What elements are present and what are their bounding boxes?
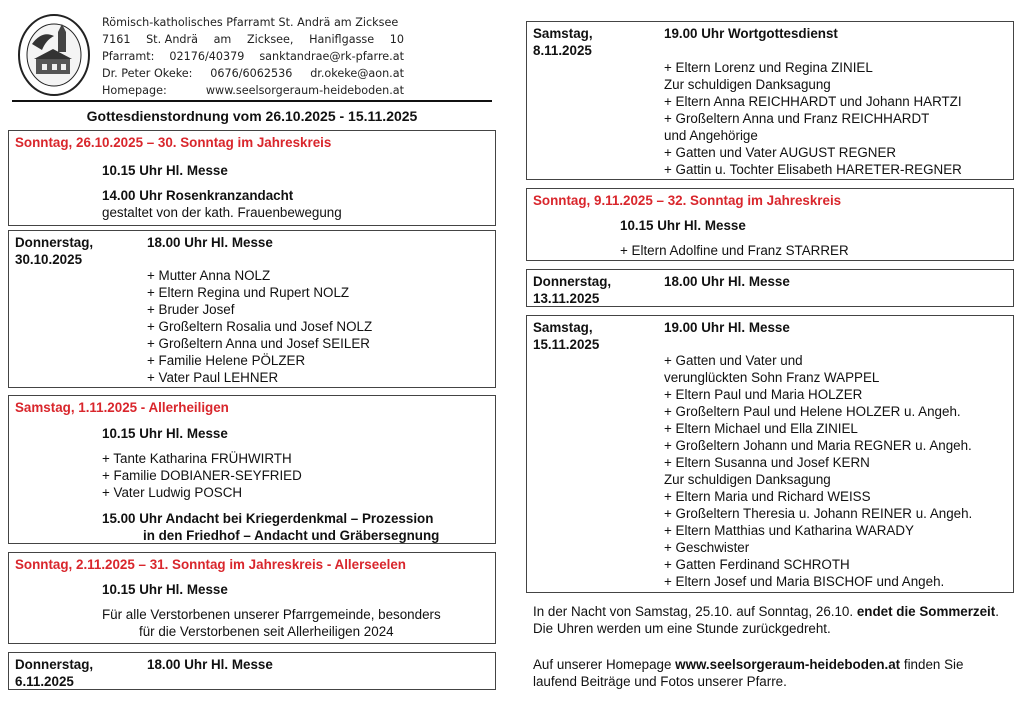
weekday: Samstag,	[533, 26, 593, 41]
notice-text: In der Nacht von Samstag, 25.10. auf Sonntag, 26.10.	[533, 604, 857, 619]
intention: + Eltern Michael und Ella ZINIEL	[664, 421, 858, 436]
intention: + Bruder Josef	[147, 302, 235, 317]
intention: + Großeltern Anna und Josef SEILER	[147, 336, 370, 351]
priest-name: Dr. Peter Okeke:	[102, 67, 193, 80]
service-block-2025-11-15	[526, 315, 1014, 593]
service-time: 18.00 Uhr Hl. Messe	[147, 235, 273, 250]
town-part: am	[213, 33, 232, 46]
intention: + Eltern Regina und Rupert NOLZ	[147, 285, 350, 300]
postal-code: 7161	[102, 33, 131, 46]
intention: + Gatten und Vater und	[664, 353, 803, 368]
intention: + Gattin u. Tochter Elisabeth HARETER-REGNER	[664, 162, 962, 177]
service-time: 14.00 Uhr Rosenkranzandacht	[102, 188, 294, 203]
service-time: 10.15 Uhr Hl. Messe	[102, 163, 228, 178]
intention: + Eltern Susanna und Josef KERN	[664, 455, 870, 470]
intention: + Eltern Josef und Maria BISCHOF und Angeh.	[664, 574, 945, 589]
day-date	[533, 25, 593, 59]
service-time: 15.00 Uhr Andacht bei Kriegerdenkmal – Prozession	[102, 511, 434, 526]
intention: verunglückten Sohn Franz WAPPEL	[664, 370, 880, 385]
service-time: 19.00 Uhr Hl. Messe	[664, 320, 790, 335]
service-time: 10.15 Uhr Hl. Messe	[102, 582, 228, 597]
intention: + Vater Ludwig POSCH	[102, 485, 243, 500]
parish-contact-block	[102, 14, 404, 99]
service-time: 18.00 Uhr Hl. Messe	[147, 657, 273, 672]
intention: + Eltern Paul und Maria HOLZER	[664, 387, 863, 402]
daylight-saving-notice	[533, 603, 1003, 637]
homepage-link[interactable]: www.seelsorgeraum-heideboden.at	[205, 84, 404, 97]
intention: + Gatten und Vater AUGUST REGNER	[664, 145, 897, 160]
service-note: gestaltet von der kath. Frauenbewegung	[102, 205, 342, 220]
weekday: Donnerstag,	[533, 274, 612, 289]
service-block-2025-10-30	[8, 230, 496, 388]
intention: + Tante Katharina FRÜHWIRTH	[102, 451, 292, 466]
date: 6.11.2025	[15, 674, 74, 689]
service-block-2025-10-26	[8, 130, 496, 226]
intention: + Vater Paul LEHNER	[147, 370, 279, 385]
service-block-2025-11-13	[526, 269, 1014, 307]
feast-heading: Sonntag, 26.10.2025 – 30. Sonntag im Jahreskreis	[15, 135, 332, 150]
parish-name: Römisch-katholisches Pfarramt St. Andrä am Zicksee	[102, 16, 399, 29]
letterhead	[12, 10, 494, 102]
date: 30.10.2025	[15, 252, 83, 267]
notice-text: Auf unserer Homepage	[533, 657, 676, 672]
service-note: Für alle Verstorbenen unserer Pfarrgemeinde, besonders	[102, 607, 441, 622]
house-number: 10	[389, 33, 404, 46]
priest-email[interactable]: dr.okeke@aon.at	[310, 67, 404, 80]
office-phone: 02176/40379	[169, 50, 245, 63]
parish-address	[102, 31, 404, 48]
parish-office-contact	[102, 48, 404, 65]
homepage-label: Homepage:	[102, 84, 167, 97]
service-time: 19.00 Uhr Wortgottesdienst	[664, 26, 838, 41]
street: Haniflgasse	[309, 33, 375, 46]
date: 15.11.2025	[533, 337, 600, 352]
service-block-2025-11-02	[8, 552, 496, 644]
header-divider	[12, 100, 492, 102]
town-part: Zicksee,	[246, 33, 294, 46]
homepage-notice	[533, 656, 1003, 690]
intention: + Gatten Ferdinand SCHROTH	[664, 557, 850, 572]
feast-heading: Sonntag, 9.11.2025 – 32. Sonntag im Jahreskreis	[533, 193, 842, 208]
intention: Zur schuldigen Danksagung	[664, 472, 831, 487]
date: 8.11.2025	[533, 43, 592, 58]
service-time: 10.15 Uhr Hl. Messe	[102, 426, 228, 441]
service-note-continued: für die Verstorbenen seit Allerheiligen 2024	[139, 624, 394, 639]
intention: + Eltern Matthias und Katharina WARADY	[664, 523, 914, 538]
intentions-list	[664, 352, 972, 590]
homepage-link[interactable]: www.seelsorgeraum-heideboden.at	[675, 657, 901, 672]
intention: + Eltern Maria und Richard WEISS	[664, 489, 871, 504]
intention: + Familie DOBIANER-SEYFRIED	[102, 468, 302, 483]
feast-heading: Sonntag, 2.11.2025 – 31. Sonntag im Jahreskreis - Allerseelen	[15, 557, 406, 572]
date: 13.11.2025	[533, 291, 600, 306]
intention: + Familie Helene PÖLZER	[147, 353, 306, 368]
notice-emphasis: endet die Sommerzeit	[856, 604, 996, 619]
service-time-continued: in den Friedhof – Andacht und Gräbersegnung	[143, 528, 440, 543]
intention: + Eltern Anna REICHHARDT und Johann HARTZI	[664, 94, 962, 109]
service-block-2025-11-06	[8, 652, 496, 690]
day-date	[533, 273, 611, 307]
intention: + Großeltern Anna und Franz REICHHARDT	[664, 111, 930, 126]
intention: und Angehörige	[664, 128, 758, 143]
town: St. Andrä	[146, 33, 198, 46]
priest-contact	[102, 65, 404, 82]
priest-phone: 0676/6062536	[210, 67, 293, 80]
intentions-list	[664, 59, 962, 178]
feast-heading: Samstag, 1.11.2025 - Allerheiligen	[15, 400, 229, 415]
office-label: Pfarramt:	[102, 50, 155, 63]
intention: + Mutter Anna NOLZ	[147, 268, 271, 283]
weekday: Donnerstag,	[15, 657, 94, 672]
service-block-2025-11-01	[8, 395, 496, 544]
service-block-2025-11-09	[526, 188, 1014, 261]
intention: + Großeltern Paul und Helene HOLZER u. Angeh.	[664, 404, 961, 419]
weekday: Samstag,	[533, 320, 593, 335]
intention: + Großeltern Rosalia und Josef NOLZ	[147, 319, 373, 334]
parish-seal-icon	[16, 12, 96, 98]
notice-text: finden Sie laufend Beiträge und Fotos unserer Pfarre.	[533, 657, 964, 689]
intention: + Großeltern Theresia u. Johann REINER u. Angeh.	[664, 506, 973, 521]
service-block-2025-11-08	[526, 21, 1014, 180]
day-date	[533, 319, 599, 353]
page-title: Gottesdienstordnung vom 26.10.2025 - 15.11.2025	[86, 108, 418, 124]
intention: + Eltern Lorenz und Regina ZINIEL	[664, 60, 873, 75]
intention: + Großeltern Johann und Maria REGNER u. Angeh.	[664, 438, 972, 453]
weekday: Donnerstag,	[15, 235, 94, 250]
day-date	[15, 656, 93, 690]
intention: Zur schuldigen Danksagung	[664, 77, 831, 92]
intention: + Geschwister	[664, 540, 750, 555]
intentions-list	[102, 450, 302, 501]
intentions-list	[147, 267, 372, 386]
service-time: 18.00 Uhr Hl. Messe	[664, 274, 790, 289]
homepage-line	[102, 82, 404, 99]
day-date	[15, 234, 93, 268]
notice-text: . Die Uhren werden um eine Stunde zurückgedreht.	[533, 604, 999, 636]
intention: + Eltern Adolfine und Franz STARRER	[620, 243, 849, 258]
office-email[interactable]: sanktandrae@rk-pfarre.at	[259, 50, 404, 63]
service-time: 10.15 Uhr Hl. Messe	[620, 218, 746, 233]
